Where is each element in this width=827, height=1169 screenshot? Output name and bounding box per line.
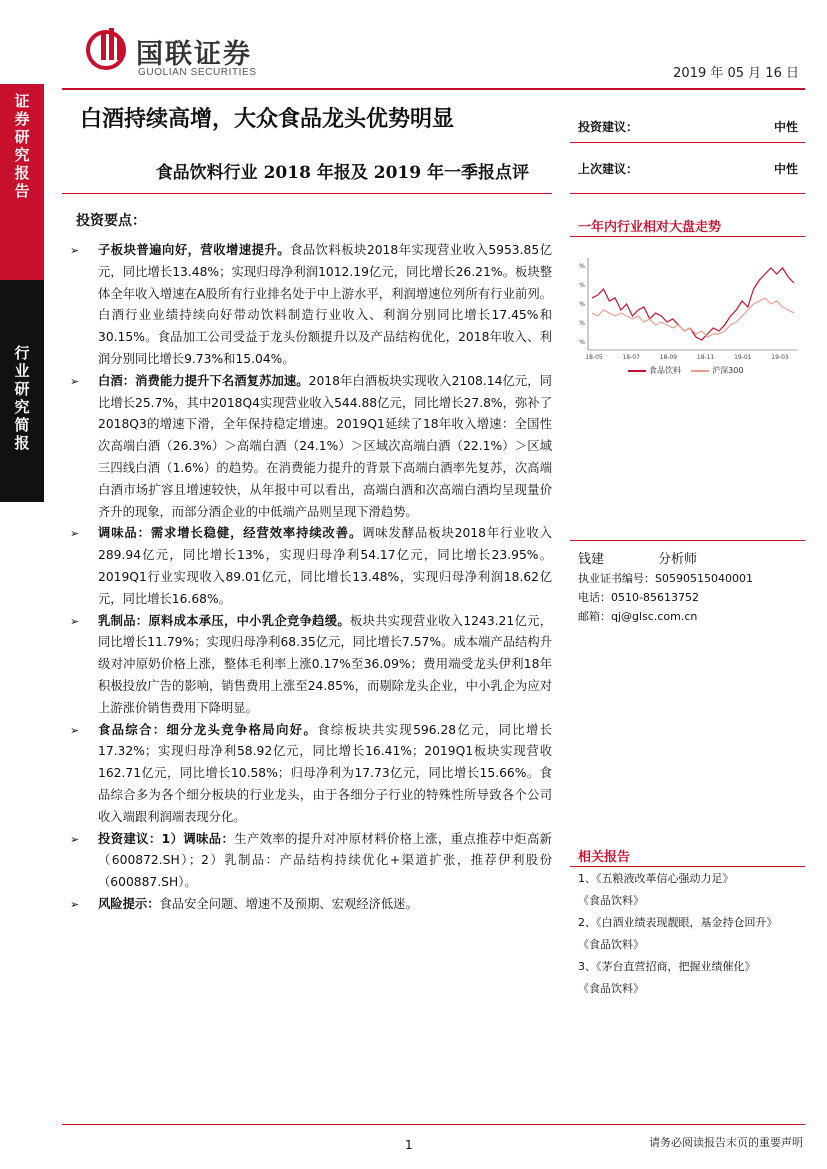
analyst-phone-label: 电话： <box>578 591 611 604</box>
rating-previous <box>578 160 798 177</box>
analyst-cert <box>578 570 753 586</box>
rating-previous-label: 上次建议： <box>578 162 639 176</box>
analyst-phone-value: 0510-85613752 <box>611 591 699 604</box>
list-item <box>70 894 552 916</box>
analyst-email-value[interactable]: qj@glsc.com.cn <box>611 610 698 623</box>
industry-trend-chart <box>570 250 804 378</box>
list-item <box>70 720 552 829</box>
brand-name-en: GUOLIAN SECURITIES <box>138 67 257 78</box>
bullet-text: 生产效率的提升对冲原材料价格上涨，重点推荐中炬高新（600872.SH）；2）乳制品：产品结构持续优化+渠道扩张，推荐伊利股份（600887.SH）。 <box>98 831 552 890</box>
bullet-lead: 乳制品：原料成本承压，中小乳企竞争趋缓。 <box>98 613 350 628</box>
analyst-cert-value: S0590515040001 <box>655 572 753 585</box>
bullet-arrow-icon: ➢ <box>70 614 80 628</box>
related-divider <box>570 866 805 867</box>
bullet-lead: 食品综合：细分龙头竞争格局向好。 <box>98 722 318 737</box>
analyst-divider <box>570 540 805 541</box>
bullet-text: 食品饮料板块2018年实现营业收入5953.85亿元，同比增长13.48%；实现归母净利润1012.19亿元，同比增长26.21%。板块整体全年收入增速在A股所有行业排名处于中上游水平，利润增速位列所有行业前列。白酒行业业绩持续向好带动饮料制造行业收入、利润分别同比增长17.45%和30.15%。食品加工公司受益于龙头份额提升以及产品结构优化，2018年收入、利润分别同比增长9.73%和15.04%。 <box>98 243 552 366</box>
chart-legend <box>628 365 743 376</box>
analyst-email <box>578 608 697 624</box>
chart-y-tick-label: % <box>579 339 585 346</box>
analyst-email-label: 邮箱： <box>578 610 611 623</box>
rating-current-label: 投资建议： <box>578 120 639 134</box>
section-label: 投资要点： <box>76 213 146 229</box>
chart-heading-divider <box>570 236 805 237</box>
sidebar-char: 券 <box>14 110 30 128</box>
title-divider <box>62 193 552 194</box>
sidebar-char: 研 <box>14 380 30 398</box>
sidebar-char: 行 <box>14 344 30 362</box>
bullet-arrow-icon: ➢ <box>70 527 80 541</box>
bullet-arrow-icon: ➢ <box>70 374 80 388</box>
brand-name: 国联证券 <box>136 39 252 70</box>
related-report-item[interactable]: 1、《五粮液改革信心强动力足》 <box>578 872 734 885</box>
bullet-text: 2018年白酒板块实现收入2108.14亿元，同比增长25.7%，其中2018Q4实现营业收入544.88亿元，同比增长27.8%，弥补了2018Q3的增速下滑，全年保持稳定增速。2019Q1延续了18年收入增速：全国性次高端白酒（26.3%）＞高端白酒（24.1%）＞区域次高端白酒（22.1%）＞区域三四线白酒（1.6%）的趋势。在消费能力提升的背景下高端白酒率先复苏，次高端白酒市场扩容且增速较快，从年报中可以看出，高端白酒和次高端白酒均呈现量价齐升的现象，而部分酒企业的中低端产品则呈现下滑趋势。 <box>98 373 552 519</box>
bullet-arrow-icon: ➢ <box>70 832 80 846</box>
bullet-text: 调味发酵品板块2018年行业收入289.94亿元，同比增长13%，实现归母净利54.17亿元，同比增长23.95%。2019Q1行业实现收入89.01亿元，同比增长13.48%，实现归母净利润18.62亿元，同比增长16.68%。 <box>98 526 552 606</box>
bullet-lead: 子板块普遍向好，营收增速提升。 <box>98 243 291 257</box>
sidebar-char: 研 <box>14 128 30 146</box>
sidebar-char: 简 <box>14 416 30 434</box>
related-report-category: 《食品饮料》 <box>578 938 644 951</box>
sidebar-char: 报 <box>14 164 30 182</box>
rating-current <box>578 118 798 135</box>
bullet-lead: 调味品：需求增长稳健，经营效率持续改善。 <box>98 526 363 541</box>
sidebar-char: 业 <box>14 362 30 380</box>
legend-swatch <box>691 370 709 372</box>
list-item <box>70 240 552 371</box>
bullet-text: 食综板块共实现596.28亿元，同比增长17.32%；实现归母净利58.92亿元，同比增长16.41%；2019Q1板块实现营收162.71亿元，同比增长10.58%；归母净利为17.73亿元，同比增长15.66%。食品综合多为各个细分板块的行业龙头，由于各细分子行业的特殊性所导致各个公司收入端跟利润端表现分化。 <box>98 722 552 824</box>
sidebar-char: 究 <box>14 146 30 164</box>
bullet-lead: 风险提示： <box>98 896 160 911</box>
sidebar-report-category <box>0 280 44 502</box>
chart-x-tick-label: 18-11 <box>696 354 715 361</box>
analyst-cert-label: 执业证书编号： <box>578 572 655 585</box>
footer-disclaimer: 请务必阅读报告末页的重要声明 <box>649 1136 803 1149</box>
bullet-lead: 投资建议：1）调味品： <box>98 831 235 846</box>
report-date: 2019 年 05 月 16 日 <box>673 66 799 81</box>
legend-label: 沪深300 <box>712 366 744 375</box>
chart-y-tick-label: % <box>579 301 585 308</box>
list-item <box>70 371 552 524</box>
chart-x-tick-label: 18-07 <box>622 354 640 361</box>
bullet-arrow-icon: ➢ <box>70 723 80 737</box>
chart-y-tick-label: % <box>579 282 585 289</box>
related-report-item[interactable]: 2、《白酒业绩表现靓眼，基金持仓回升》 <box>578 916 778 929</box>
related-report-category: 《食品饮料》 <box>578 894 644 907</box>
rating-divider-bottom <box>570 193 805 194</box>
related-report-category: 《食品饮料》 <box>578 982 644 995</box>
related-reports-list <box>578 868 808 1000</box>
sidebar-char: 究 <box>14 398 30 416</box>
chart-series-line <box>592 268 794 340</box>
rating-divider <box>570 142 805 143</box>
rating-previous-value: 中性 <box>773 162 798 176</box>
header-divider <box>62 88 805 90</box>
chart-y-tick-label: % <box>579 320 585 327</box>
legend-swatch <box>628 370 646 372</box>
chart-x-tick-label: 19-03 <box>771 354 789 361</box>
list-item <box>70 523 552 610</box>
chart-y-tick-label: % <box>579 263 585 270</box>
footer-divider <box>62 1124 805 1125</box>
chart-x-tick-label: 19-01 <box>734 354 752 361</box>
page-number: 1 <box>405 1138 413 1152</box>
rating-current-value: 中性 <box>773 120 798 134</box>
analyst-phone <box>578 589 699 605</box>
sidebar-char: 证 <box>14 92 30 110</box>
key-points-list <box>70 240 552 916</box>
bullet-text: 食品安全问题、增速不及预期、宏观经济低迷。 <box>159 896 418 911</box>
sidebar-char: 报 <box>14 434 30 452</box>
chart-heading: 一年内行业相对大盘走势 <box>578 220 722 235</box>
bullet-arrow-icon: ➢ <box>70 897 80 911</box>
list-item <box>70 829 552 894</box>
bullet-text: 板块共实现营业收入1243.21亿元，同比增长11.79%；实现归母净利68.35亿元，同比增长7.57%。成本端产品结构升级对冲原奶价格上涨，整体毛利率上涨0.17%至36.09%；费用端受龙头伊利18年积极投放广告的影响，销售费用上涨至24.85%，而剔除龙头企业，中小乳企为应对上游涨价销售费用下降明显。 <box>98 613 552 715</box>
legend-label: 食品饮料 <box>649 366 681 375</box>
list-item <box>70 611 552 720</box>
analyst-role: 分析师 <box>658 552 698 567</box>
brand-logo-icon <box>86 26 130 70</box>
bullet-lead: 白酒：消费能力提升下名酒复苏加速。 <box>98 373 309 388</box>
related-heading: 相关报告 <box>578 850 631 865</box>
sidebar-report-type <box>0 84 44 280</box>
bullet-arrow-icon: ➢ <box>70 244 80 257</box>
chart-x-tick-label: 18-05 <box>585 354 603 361</box>
page-title: 白酒持续高增，大众食品龙头优势明显 <box>80 106 455 132</box>
chart-series-line <box>592 298 794 337</box>
chart-x-tick-label: 18-09 <box>659 354 678 361</box>
related-report-item[interactable]: 3、《茅台直营招商，把握业绩催化》 <box>578 960 756 973</box>
page-subtitle: 食品饮料行业 2018 年报及 2019 年一季报点评 <box>155 163 529 183</box>
sidebar-char: 告 <box>14 182 30 200</box>
analyst-name: 钱建 <box>578 552 605 567</box>
